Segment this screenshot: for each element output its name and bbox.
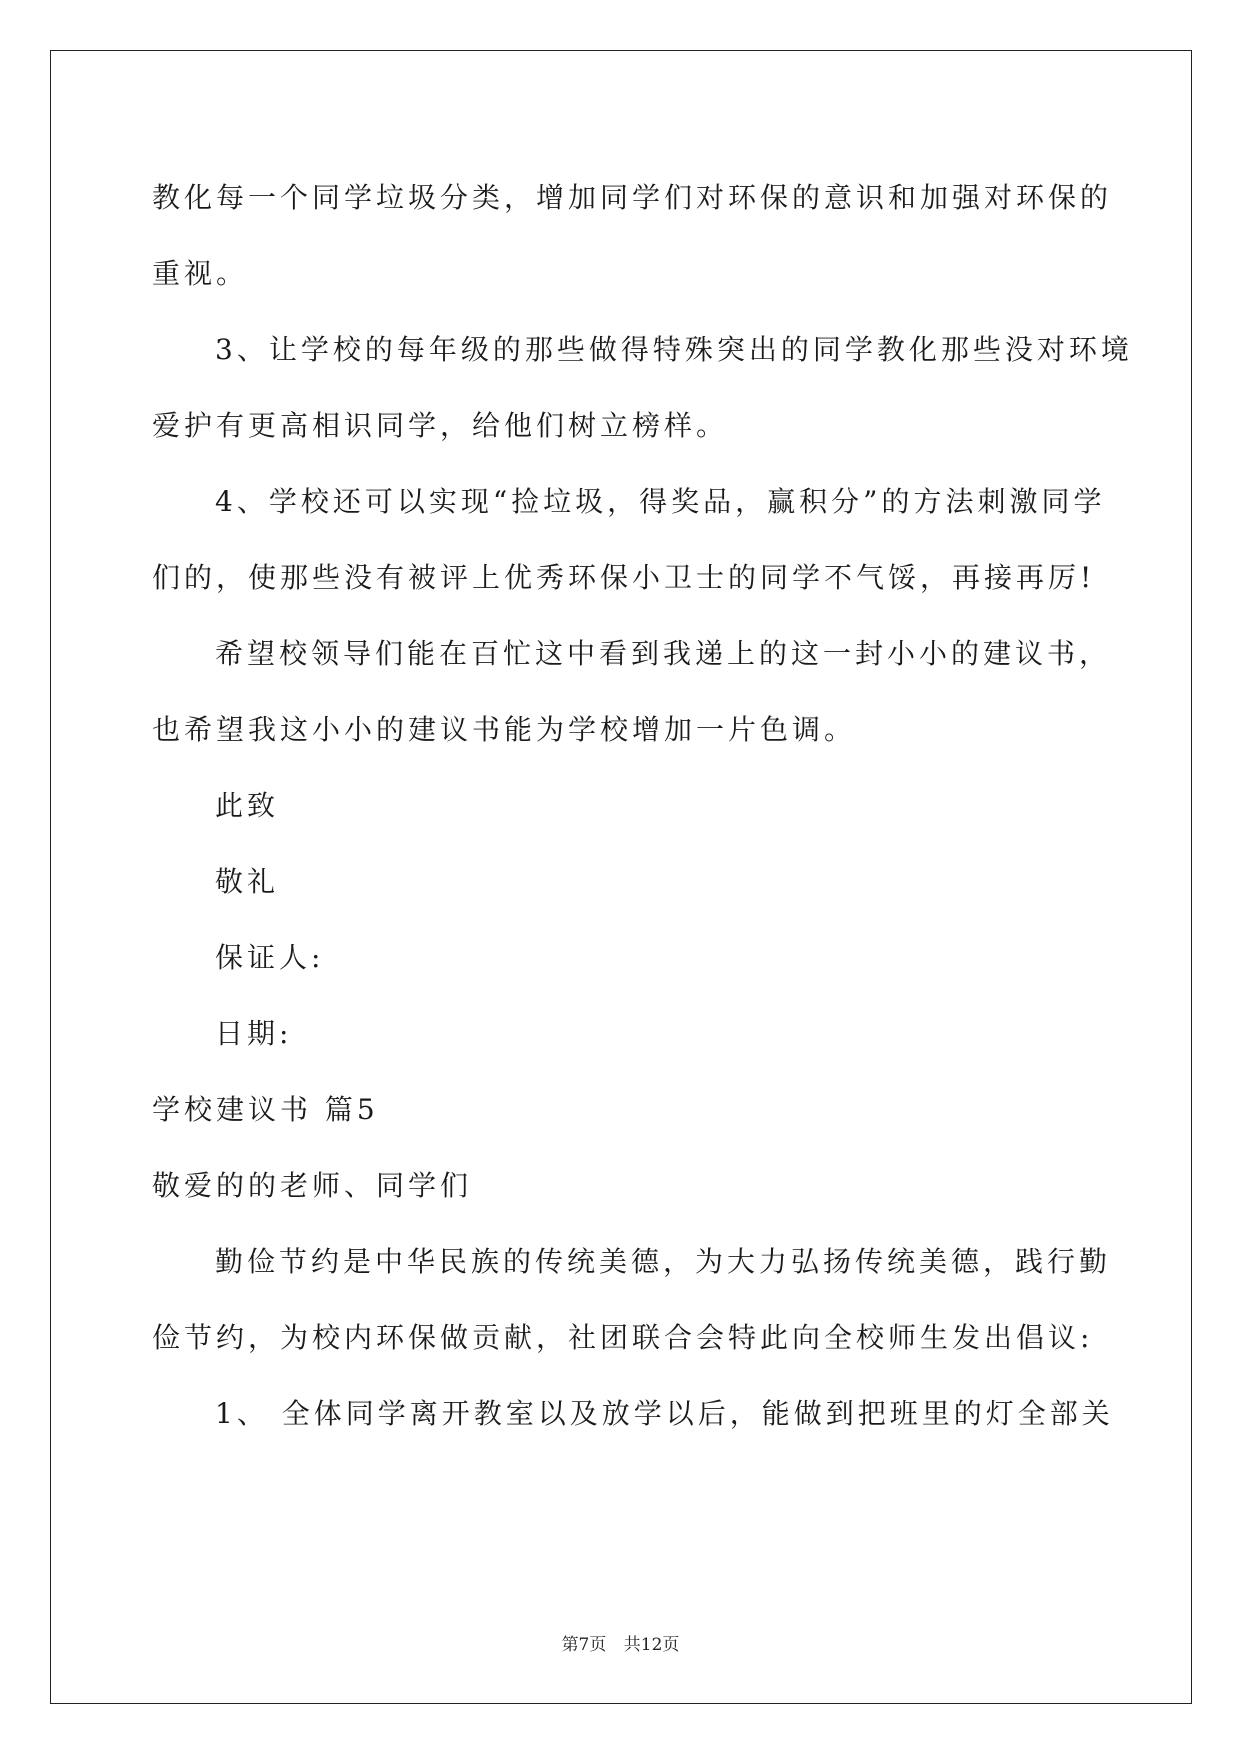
- page-total: 共12页: [623, 1635, 680, 1655]
- section-heading: 学校建议书 篇5: [152, 1093, 379, 1126]
- text-line: 们的，使那些没有被评上优秀环保小卫士的同学不气馁，再接再厉!: [152, 561, 1096, 594]
- text-line: 教化每一个同学垃圾分类，增加同学们对环保的意识和加强对环保的: [152, 181, 1113, 214]
- text-line: 勤俭节约是中华民族的传统美德，为大力弘扬传统美德，践行勤: [215, 1245, 1112, 1278]
- date-label: 日期:: [215, 1017, 293, 1050]
- text-line: 爱护有更高相识同学，给他们树立榜样。: [152, 409, 729, 442]
- text-line: 3、让学校的每年级的那些做得特殊突出的同学教化那些没对环境: [215, 333, 1133, 366]
- text-line: 俭节约，为校内环保做贡献，社团联合会特此向全校师生发出倡议:: [152, 1321, 1094, 1354]
- closing-regards: 敬礼: [215, 865, 280, 898]
- text-line: 希望校领导们能在百忙这中看到我递上的这一封小小的建议书，: [215, 637, 1112, 670]
- page-number: 第7页: [561, 1635, 607, 1655]
- text-line: 4、学校还可以实现“捡垃圾，得奖品，赢积分”的方法刺激同学: [215, 485, 1106, 518]
- closing-salutation: 此致: [215, 789, 280, 822]
- page-footer: [0, 1630, 1241, 1655]
- text-line: 也希望我这小小的建议书能为学校增加一片色调。: [152, 713, 857, 746]
- greeting: 敬爱的的老师、同学们: [152, 1169, 473, 1202]
- text-line: 1、 全体同学离开教室以及放学以后，能做到把班里的灯全部关: [215, 1397, 1114, 1430]
- text-line: 重视。: [152, 257, 249, 290]
- signature-label: 保证人:: [215, 941, 325, 974]
- document-body: [152, 160, 1133, 1452]
